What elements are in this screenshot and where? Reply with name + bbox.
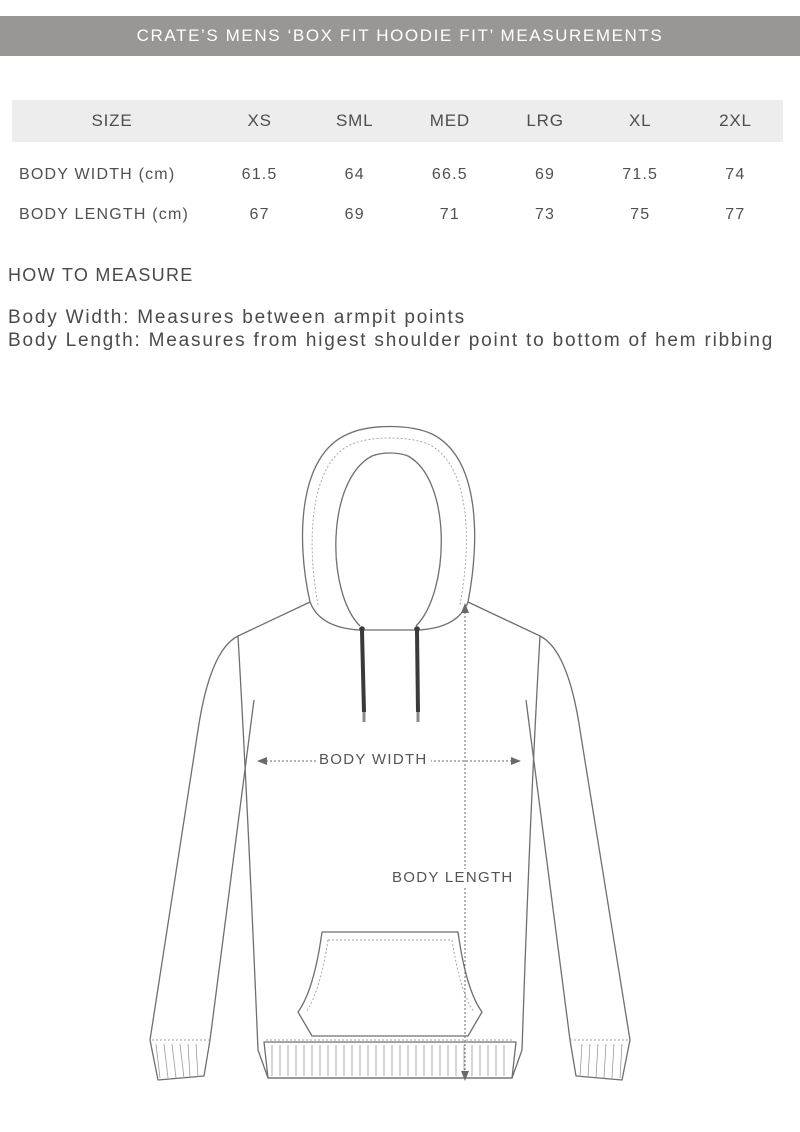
hood-stitching (312, 438, 466, 605)
hoodie-neckline (310, 602, 468, 630)
pocket-stitching (328, 940, 474, 1012)
hoodie-pocket (298, 932, 482, 1036)
table-cell: 71.5 (622, 166, 659, 183)
table-cell: 77 (725, 206, 746, 223)
body-width-label: BODY WIDTH (316, 751, 431, 768)
how-to-measure-instructions (8, 306, 788, 352)
hoodie-body-outline (238, 602, 540, 1078)
table-cell: 69 (534, 166, 556, 183)
instruction-body-width: Body Width: Measures between armpit points (8, 307, 466, 328)
column-header-size: SIZE (12, 100, 212, 142)
column-header-xs: XS (212, 100, 307, 142)
row-label: BODY WIDTH (cm) (19, 166, 176, 183)
table-cell: 64 (344, 166, 365, 183)
table-header-row (12, 100, 783, 142)
table-cell: 61.5 (241, 166, 278, 183)
column-header-2xl: 2XL (688, 100, 783, 142)
hoodie-hem-band (264, 1042, 516, 1078)
table-row-body-width (12, 142, 783, 195)
column-header-xl: XL (593, 100, 688, 142)
instruction-body-length: Body Length: Measures from higest shoulder point to bottom of hem ribbing (8, 330, 775, 351)
table-cell: 66.5 (431, 166, 468, 183)
page-title-banner (0, 16, 800, 56)
hoodie-hood-opening (336, 453, 441, 626)
table-cell: 73 (534, 206, 556, 223)
cuff-ribbing-texture (156, 1044, 622, 1078)
page-title: CRATE’S MENS ‘BOX FIT HOODIE FIT’ MEASUREMENTS (136, 26, 664, 45)
body-length-label: BODY LENGTH (389, 869, 517, 886)
table-cell: 74 (725, 166, 746, 183)
hem-ribbing-texture (272, 1045, 504, 1076)
column-header-lrg: LRG (497, 100, 592, 142)
pocket-stitching-left (306, 940, 328, 1012)
table-cell: 69 (344, 206, 365, 223)
column-header-sml: SML (307, 100, 402, 142)
hoodie-left-sleeve (150, 636, 254, 1080)
table-row-body-length (12, 195, 783, 235)
column-header-med: MED (402, 100, 497, 142)
how-to-measure-heading: HOW TO MEASURE (8, 265, 194, 285)
hoodie-diagram (0, 400, 800, 1132)
hoodie-drawstrings (359, 626, 420, 722)
row-label: BODY LENGTH (cm) (19, 206, 190, 223)
size-chart-table (12, 100, 783, 235)
table-cell: 71 (439, 206, 460, 223)
hoodie-right-sleeve (526, 636, 630, 1080)
table-cell: 67 (249, 206, 270, 223)
table-cell: 75 (630, 206, 651, 223)
